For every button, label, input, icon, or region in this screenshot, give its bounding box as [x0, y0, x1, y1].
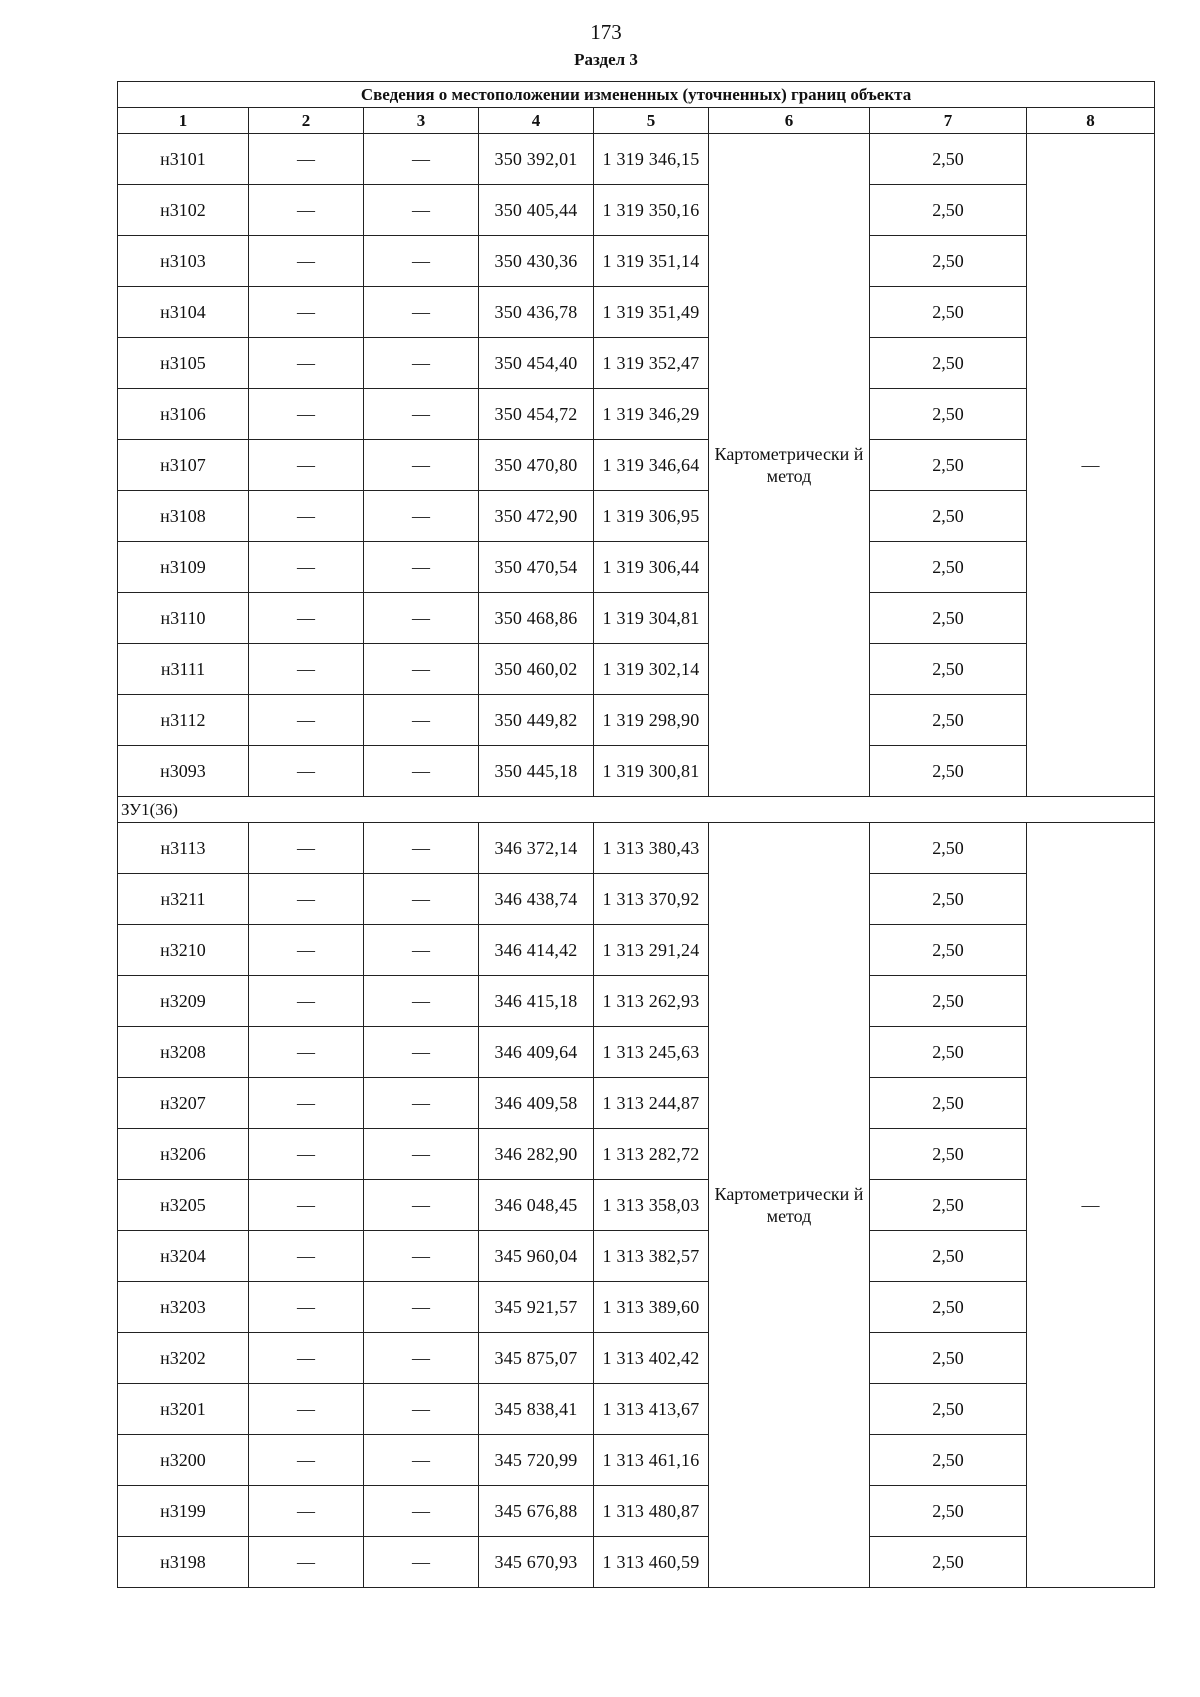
- point-name-cell: н3198: [118, 1537, 249, 1588]
- point-name-cell: н3210: [118, 925, 249, 976]
- col8-cell: —: [1027, 134, 1155, 797]
- x-coordinate-cell: 350 454,72: [479, 389, 594, 440]
- table-row: [118, 823, 1155, 874]
- accuracy-cell: 2,50: [870, 1129, 1027, 1180]
- col2-cell: —: [249, 925, 364, 976]
- x-coordinate-cell: 350 454,40: [479, 338, 594, 389]
- col3-cell: —: [364, 1129, 479, 1180]
- table-row: [118, 874, 1155, 925]
- y-coordinate-cell: 1 319 352,47: [594, 338, 709, 389]
- col2-cell: —: [249, 644, 364, 695]
- accuracy-cell: 2,50: [870, 823, 1027, 874]
- table-row: [118, 1537, 1155, 1588]
- col2-cell: —: [249, 1180, 364, 1231]
- x-coordinate-cell: 346 409,64: [479, 1027, 594, 1078]
- col2-cell: —: [249, 134, 364, 185]
- page-number: 173: [590, 20, 622, 44]
- col2-cell: —: [249, 1333, 364, 1384]
- accuracy-cell: 2,50: [870, 134, 1027, 185]
- col3-cell: —: [364, 976, 479, 1027]
- table-row: [118, 389, 1155, 440]
- point-name-cell: н3102: [118, 185, 249, 236]
- y-coordinate-cell: 1 313 480,87: [594, 1486, 709, 1537]
- col2-cell: —: [249, 236, 364, 287]
- table-row: [118, 593, 1155, 644]
- point-name-cell: н3205: [118, 1180, 249, 1231]
- col2-cell: —: [249, 874, 364, 925]
- point-name-cell: н3208: [118, 1027, 249, 1078]
- point-name-cell: н3201: [118, 1384, 249, 1435]
- col3-cell: —: [364, 1384, 479, 1435]
- table-row: [118, 1486, 1155, 1537]
- column-number: 7: [870, 108, 1027, 134]
- col3-cell: —: [364, 287, 479, 338]
- y-coordinate-cell: 1 313 461,16: [594, 1435, 709, 1486]
- accuracy-cell: 2,50: [870, 1027, 1027, 1078]
- accuracy-cell: 2,50: [870, 440, 1027, 491]
- table-row: [118, 1027, 1155, 1078]
- point-name-cell: н3209: [118, 976, 249, 1027]
- col3-cell: —: [364, 1333, 479, 1384]
- col2-cell: —: [249, 1078, 364, 1129]
- table-row: [118, 287, 1155, 338]
- accuracy-cell: 2,50: [870, 185, 1027, 236]
- y-coordinate-cell: 1 319 346,15: [594, 134, 709, 185]
- table-row: [118, 644, 1155, 695]
- point-name-cell: н3113: [118, 823, 249, 874]
- y-coordinate-cell: 1 313 413,67: [594, 1384, 709, 1435]
- method-cell: Картометрически й метод: [709, 134, 870, 797]
- table-row: [118, 1435, 1155, 1486]
- point-name-cell: н3101: [118, 134, 249, 185]
- x-coordinate-cell: 346 415,18: [479, 976, 594, 1027]
- col2-cell: —: [249, 823, 364, 874]
- x-coordinate-cell: 350 470,80: [479, 440, 594, 491]
- column-number: 5: [594, 108, 709, 134]
- col3-cell: —: [364, 1231, 479, 1282]
- accuracy-cell: 2,50: [870, 593, 1027, 644]
- point-name-cell: н3202: [118, 1333, 249, 1384]
- col3-cell: —: [364, 134, 479, 185]
- table-row: [118, 1231, 1155, 1282]
- x-coordinate-cell: 345 960,04: [479, 1231, 594, 1282]
- column-number: 3: [364, 108, 479, 134]
- point-name-cell: н3206: [118, 1129, 249, 1180]
- x-coordinate-cell: 346 414,42: [479, 925, 594, 976]
- table-row: [118, 542, 1155, 593]
- accuracy-cell: 2,50: [870, 542, 1027, 593]
- col3-cell: —: [364, 874, 479, 925]
- col3-cell: —: [364, 440, 479, 491]
- col3-cell: —: [364, 1537, 479, 1588]
- point-name-cell: н3106: [118, 389, 249, 440]
- point-name-cell: н3211: [118, 874, 249, 925]
- section-title: Раздел 3: [574, 50, 638, 69]
- y-coordinate-cell: 1 319 298,90: [594, 695, 709, 746]
- accuracy-cell: 2,50: [870, 1435, 1027, 1486]
- col2-cell: —: [249, 542, 364, 593]
- accuracy-cell: 2,50: [870, 1486, 1027, 1537]
- col8-cell: —: [1027, 823, 1155, 1588]
- x-coordinate-cell: 346 282,90: [479, 1129, 594, 1180]
- boundary-coordinates-table: [117, 81, 1155, 1588]
- y-coordinate-cell: 1 313 291,24: [594, 925, 709, 976]
- col3-cell: —: [364, 1078, 479, 1129]
- table-row: [118, 440, 1155, 491]
- accuracy-cell: 2,50: [870, 1537, 1027, 1588]
- col3-cell: —: [364, 925, 479, 976]
- accuracy-cell: 2,50: [870, 389, 1027, 440]
- y-coordinate-cell: 1 319 306,95: [594, 491, 709, 542]
- table-row: [118, 695, 1155, 746]
- y-coordinate-cell: 1 319 350,16: [594, 185, 709, 236]
- col3-cell: —: [364, 593, 479, 644]
- x-coordinate-cell: 350 470,54: [479, 542, 594, 593]
- table-caption: Сведения о местоположении измененных (уточненных) границ объекта: [118, 82, 1155, 108]
- point-name-cell: н3203: [118, 1282, 249, 1333]
- y-coordinate-cell: 1 313 244,87: [594, 1078, 709, 1129]
- column-number: 2: [249, 108, 364, 134]
- method-cell: Картометрически й метод: [709, 823, 870, 1588]
- col2-cell: —: [249, 1384, 364, 1435]
- x-coordinate-cell: 345 720,99: [479, 1435, 594, 1486]
- col3-cell: —: [364, 185, 479, 236]
- x-coordinate-cell: 346 048,45: [479, 1180, 594, 1231]
- table-row: [118, 1333, 1155, 1384]
- table-row: [118, 746, 1155, 797]
- column-number: 6: [709, 108, 870, 134]
- point-name-cell: н3109: [118, 542, 249, 593]
- y-coordinate-cell: 1 313 358,03: [594, 1180, 709, 1231]
- y-coordinate-cell: 1 319 351,14: [594, 236, 709, 287]
- col2-cell: —: [249, 491, 364, 542]
- table-row: [118, 134, 1155, 185]
- col3-cell: —: [364, 1486, 479, 1537]
- x-coordinate-cell: 345 670,93: [479, 1537, 594, 1588]
- y-coordinate-cell: 1 313 262,93: [594, 976, 709, 1027]
- point-name-cell: н3110: [118, 593, 249, 644]
- accuracy-cell: 2,50: [870, 287, 1027, 338]
- col2-cell: —: [249, 1129, 364, 1180]
- group-label: ЗУ1(36): [118, 797, 1155, 823]
- col2-cell: —: [249, 389, 364, 440]
- col3-cell: —: [364, 491, 479, 542]
- point-name-cell: н3204: [118, 1231, 249, 1282]
- accuracy-cell: 2,50: [870, 491, 1027, 542]
- x-coordinate-cell: 350 445,18: [479, 746, 594, 797]
- accuracy-cell: 2,50: [870, 338, 1027, 389]
- y-coordinate-cell: 1 313 245,63: [594, 1027, 709, 1078]
- y-coordinate-cell: 1 319 346,29: [594, 389, 709, 440]
- col3-cell: —: [364, 1435, 479, 1486]
- col2-cell: —: [249, 440, 364, 491]
- accuracy-cell: 2,50: [870, 1231, 1027, 1282]
- point-name-cell: н3200: [118, 1435, 249, 1486]
- y-coordinate-cell: 1 319 351,49: [594, 287, 709, 338]
- col3-cell: —: [364, 542, 479, 593]
- point-name-cell: н3111: [118, 644, 249, 695]
- x-coordinate-cell: 350 436,78: [479, 287, 594, 338]
- col2-cell: —: [249, 593, 364, 644]
- table-row: [118, 491, 1155, 542]
- col3-cell: —: [364, 644, 479, 695]
- y-coordinate-cell: 1 319 302,14: [594, 644, 709, 695]
- accuracy-cell: 2,50: [870, 746, 1027, 797]
- point-name-cell: н3105: [118, 338, 249, 389]
- x-coordinate-cell: 350 392,01: [479, 134, 594, 185]
- col2-cell: —: [249, 1486, 364, 1537]
- y-coordinate-cell: 1 313 460,59: [594, 1537, 709, 1588]
- x-coordinate-cell: 350 468,86: [479, 593, 594, 644]
- col3-cell: —: [364, 338, 479, 389]
- point-name-cell: н3103: [118, 236, 249, 287]
- col2-cell: —: [249, 1027, 364, 1078]
- col2-cell: —: [249, 1435, 364, 1486]
- accuracy-cell: 2,50: [870, 1180, 1027, 1231]
- column-number-row: [118, 108, 1155, 134]
- table-row: [118, 1078, 1155, 1129]
- col2-cell: —: [249, 185, 364, 236]
- table-row: [118, 925, 1155, 976]
- y-coordinate-cell: 1 313 389,60: [594, 1282, 709, 1333]
- accuracy-cell: 2,50: [870, 1078, 1027, 1129]
- col3-cell: —: [364, 1027, 479, 1078]
- y-coordinate-cell: 1 319 300,81: [594, 746, 709, 797]
- accuracy-cell: 2,50: [870, 925, 1027, 976]
- col3-cell: —: [364, 823, 479, 874]
- col3-cell: —: [364, 1180, 479, 1231]
- table-row: [118, 236, 1155, 287]
- col2-cell: —: [249, 1537, 364, 1588]
- col2-cell: —: [249, 338, 364, 389]
- x-coordinate-cell: 345 921,57: [479, 1282, 594, 1333]
- accuracy-cell: 2,50: [870, 644, 1027, 695]
- table-row: [118, 976, 1155, 1027]
- col2-cell: —: [249, 746, 364, 797]
- col2-cell: —: [249, 287, 364, 338]
- col3-cell: —: [364, 746, 479, 797]
- accuracy-cell: 2,50: [870, 874, 1027, 925]
- x-coordinate-cell: 346 409,58: [479, 1078, 594, 1129]
- accuracy-cell: 2,50: [870, 695, 1027, 746]
- point-name-cell: н3104: [118, 287, 249, 338]
- point-name-cell: н3093: [118, 746, 249, 797]
- col3-cell: —: [364, 1282, 479, 1333]
- point-name-cell: н3107: [118, 440, 249, 491]
- col2-cell: —: [249, 976, 364, 1027]
- col2-cell: —: [249, 695, 364, 746]
- column-number: 4: [479, 108, 594, 134]
- accuracy-cell: 2,50: [870, 236, 1027, 287]
- col3-cell: —: [364, 389, 479, 440]
- table-row: [118, 1129, 1155, 1180]
- x-coordinate-cell: 350 430,36: [479, 236, 594, 287]
- x-coordinate-cell: 345 838,41: [479, 1384, 594, 1435]
- col2-cell: —: [249, 1231, 364, 1282]
- point-name-cell: н3207: [118, 1078, 249, 1129]
- x-coordinate-cell: 345 875,07: [479, 1333, 594, 1384]
- y-coordinate-cell: 1 313 370,92: [594, 874, 709, 925]
- column-number: 1: [118, 108, 249, 134]
- x-coordinate-cell: 345 676,88: [479, 1486, 594, 1537]
- x-coordinate-cell: 350 449,82: [479, 695, 594, 746]
- y-coordinate-cell: 1 313 380,43: [594, 823, 709, 874]
- y-coordinate-cell: 1 319 306,44: [594, 542, 709, 593]
- group-row: [118, 797, 1155, 823]
- column-number: 8: [1027, 108, 1155, 134]
- x-coordinate-cell: 350 405,44: [479, 185, 594, 236]
- table-row: [118, 1384, 1155, 1435]
- y-coordinate-cell: 1 319 304,81: [594, 593, 709, 644]
- point-name-cell: н3108: [118, 491, 249, 542]
- accuracy-cell: 2,50: [870, 976, 1027, 1027]
- table-row: [118, 1282, 1155, 1333]
- point-name-cell: н3112: [118, 695, 249, 746]
- col3-cell: —: [364, 695, 479, 746]
- table-row: [118, 1180, 1155, 1231]
- point-name-cell: н3199: [118, 1486, 249, 1537]
- accuracy-cell: 2,50: [870, 1384, 1027, 1435]
- table-row: [118, 338, 1155, 389]
- table-row: [118, 185, 1155, 236]
- y-coordinate-cell: 1 313 402,42: [594, 1333, 709, 1384]
- y-coordinate-cell: 1 319 346,64: [594, 440, 709, 491]
- x-coordinate-cell: 346 372,14: [479, 823, 594, 874]
- col3-cell: —: [364, 236, 479, 287]
- y-coordinate-cell: 1 313 282,72: [594, 1129, 709, 1180]
- y-coordinate-cell: 1 313 382,57: [594, 1231, 709, 1282]
- accuracy-cell: 2,50: [870, 1333, 1027, 1384]
- x-coordinate-cell: 346 438,74: [479, 874, 594, 925]
- accuracy-cell: 2,50: [870, 1282, 1027, 1333]
- x-coordinate-cell: 350 460,02: [479, 644, 594, 695]
- col2-cell: —: [249, 1282, 364, 1333]
- x-coordinate-cell: 350 472,90: [479, 491, 594, 542]
